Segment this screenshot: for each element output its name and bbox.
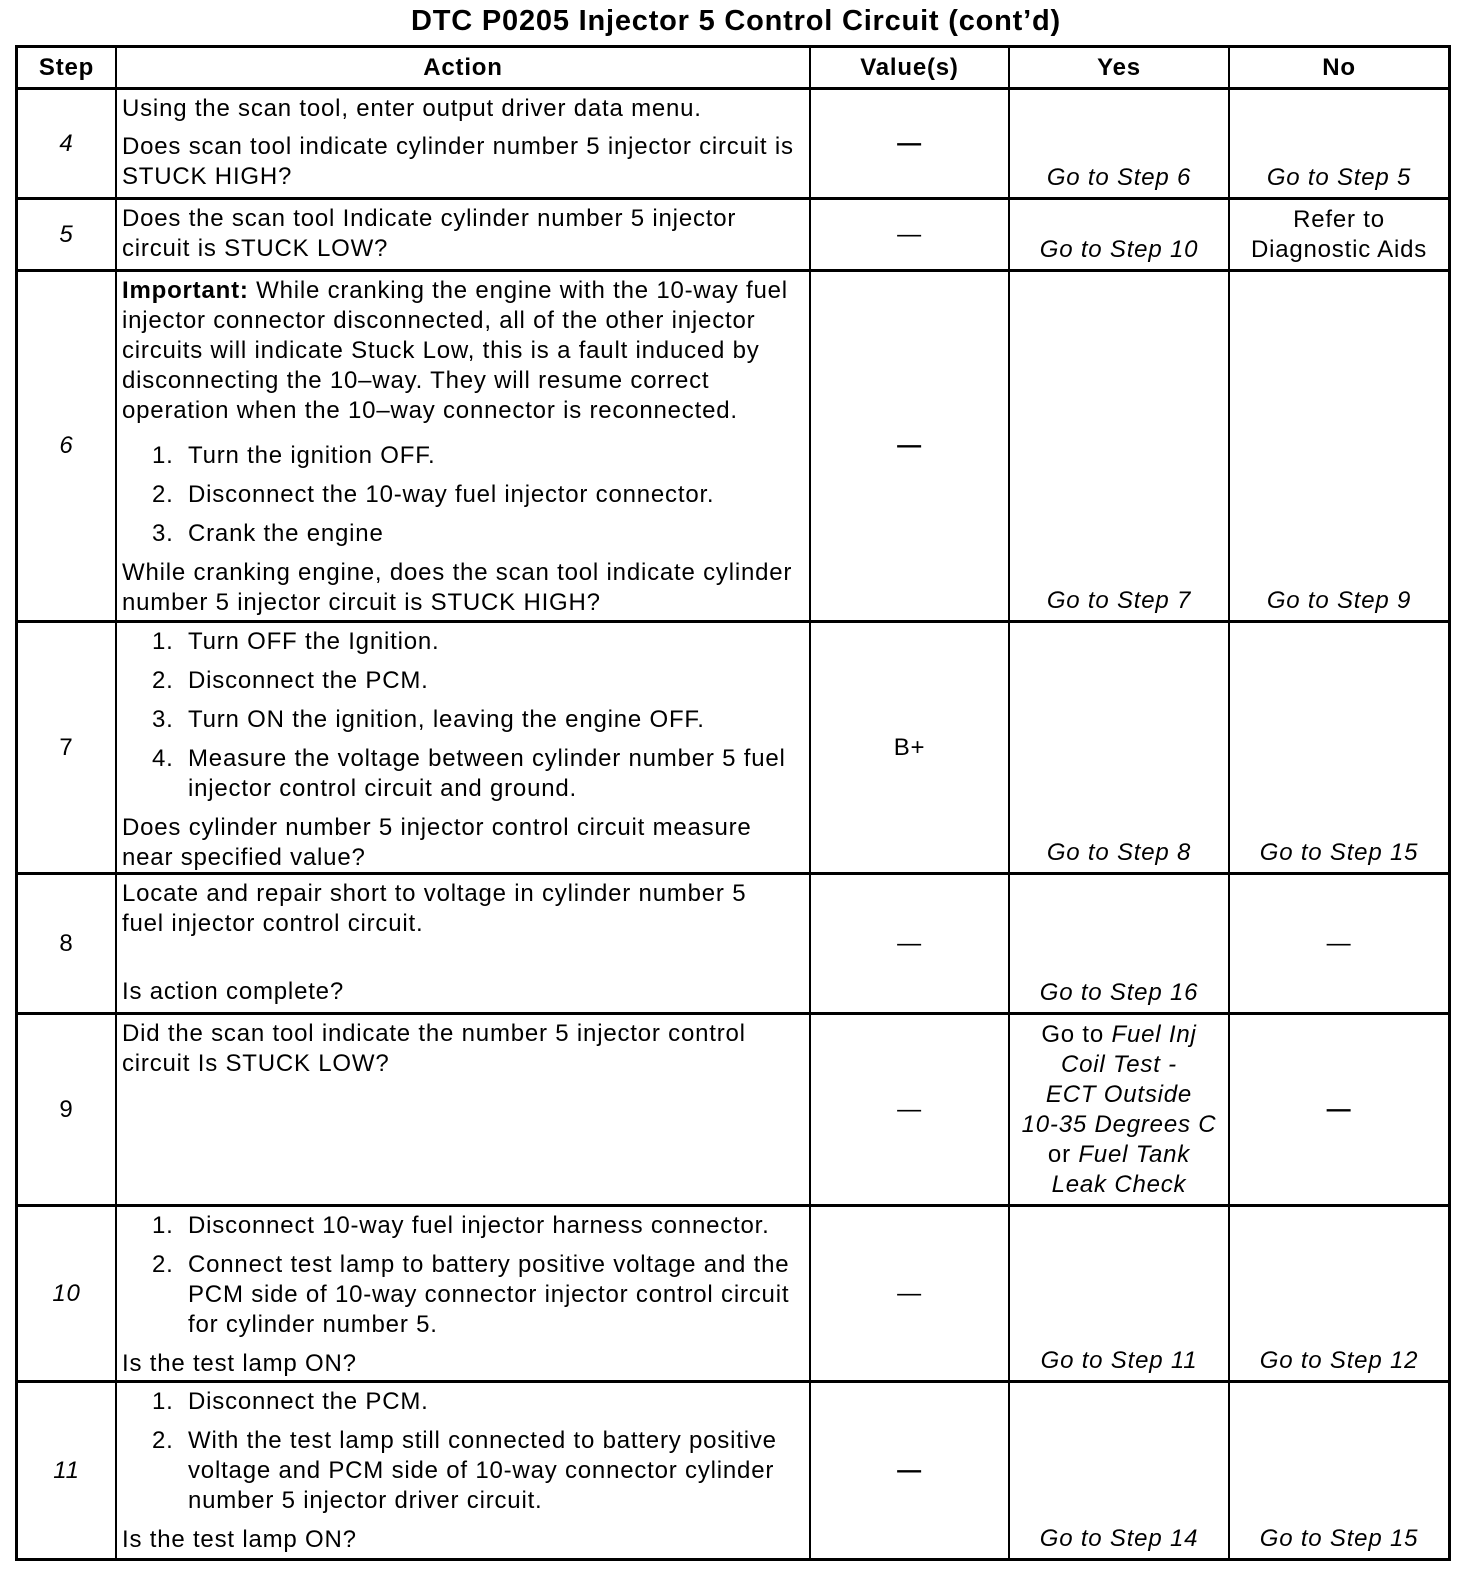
page-title: DTC P0205 Injector 5 Control Circuit (cont’d) [411,5,1061,37]
step-number: 6 [18,272,115,620]
list-item [122,1426,806,1516]
no-cell [1230,1207,1448,1380]
list-number: 1. [152,628,174,655]
yes-cell [1010,200,1228,269]
action-cell [117,272,809,620]
diagnostic-table [15,45,1451,1561]
action-instruction: Locate and repair short to voltage in cylinder number 5 fuel injector control circuit. [122,880,747,937]
header-values: Value(s) [811,48,1008,87]
list-text: With the test lamp still connected to battery positive voltage and PCM side of 10-way connector cylinder number 5 injector driver circuit. [188,1427,777,1514]
important-note [122,276,806,426]
value-cell: — [811,272,1008,620]
yes-result: Go to Step 16 [1039,979,1199,1006]
step-number: 5 [18,200,115,269]
action-question: Does scan tool indicate cylinder number 5 injector circuit is STUCK HIGH? [122,133,794,190]
step-list [122,441,806,558]
no-cell [1230,90,1448,197]
action-question: Is the test lamp ON? [122,1350,357,1377]
action-question: Does cylinder number 5 injector control circuit measure near specified value? [122,814,752,871]
yes-result [1022,1020,1217,1200]
no-result: Go to Step 5 [1266,164,1412,191]
action-cell [117,875,809,1012]
yes-reference-fuel-inj-coil-test: Fuel Inj Coil Test - ECT Outside 10-35 Degrees C [1021,1021,1217,1138]
no-cell [1230,623,1448,872]
header-step: Step [18,48,115,87]
action-cell [117,90,809,197]
step-list [122,627,806,813]
step-number: 11 [18,1383,115,1558]
yes-cell [1010,90,1228,197]
action-question: Did the scan tool indicate the number 5 injector control circuit Is STUCK LOW? [122,1020,746,1077]
list-text: Turn ON the ignition, leaving the engine OFF. [188,706,705,733]
list-text: Disconnect the PCM. [188,1388,429,1415]
list-number: 3. [152,520,174,547]
list-number: 1. [152,1388,174,1415]
action-question: While cranking engine, does the scan tool indicate cylinder number 5 injector circuit is STUCK HIGH? [122,559,793,616]
list-item [122,1211,806,1241]
action-instruction: Using the scan tool, enter output driver data menu. [122,95,702,122]
list-number: 3. [152,706,174,733]
no-result: Go to Step 9 [1266,587,1412,614]
list-text: Disconnect 10-way fuel injector harness connector. [188,1212,770,1239]
list-number: 2. [152,667,174,694]
yes-reference-fuel-tank-leak-check: Fuel Tank Leak Check [1051,1141,1191,1198]
value-cell: — [811,200,1008,269]
step-list [122,1387,806,1525]
yes-cell [1010,1015,1228,1204]
step-list [122,1211,806,1349]
yes-cell [1010,272,1228,620]
yes-prefix: Go to [1041,1021,1105,1048]
list-text: Disconnect the PCM. [188,667,429,694]
yes-result: Go to Step 11 [1040,1347,1198,1374]
value-cell: — [811,1383,1008,1558]
list-item [122,1250,806,1340]
action-question: Does the scan tool Indicate cylinder number 5 injector circuit is STUCK LOW? [122,205,737,262]
list-text: Measure the voltage between cylinder number 5 fuel injector control circuit and ground. [188,745,786,802]
no-result: Refer to Diagnostic Aids [1250,206,1428,263]
header-action: Action [117,48,809,87]
no-result: Go to Step 15 [1259,1525,1419,1552]
list-item [122,627,806,657]
step-number: 8 [18,875,115,1012]
list-number: 1. [152,1212,174,1239]
no-result: Go to Step 12 [1259,1347,1419,1374]
action-cell [117,623,809,872]
list-item [122,744,806,804]
list-text: Turn the ignition OFF. [188,442,436,469]
no-cell [1230,200,1448,269]
list-text: Connect test lamp to battery positive voltage and the PCM side of 10-way connector injector control circuit for cylinder number 5. [188,1251,790,1338]
yes-result: Go to Step 10 [1039,236,1199,263]
list-number: 2. [152,481,174,508]
step-number: 10 [18,1207,115,1380]
list-text: Turn OFF the Ignition. [188,628,440,655]
yes-cell [1010,1207,1228,1380]
list-item [122,705,806,735]
no-cell [1230,272,1448,620]
list-number: 1. [152,442,174,469]
yes-cell [1010,1383,1228,1558]
action-cell [117,1015,809,1204]
list-item [122,480,806,510]
value-cell: — [811,1207,1008,1380]
no-cell: — [1230,875,1448,1012]
value-cell: — [811,875,1008,1012]
action-cell [117,200,809,269]
list-item [122,1387,806,1417]
yes-cell [1010,623,1228,872]
important-label: Important: [122,277,249,304]
action-cell [117,1207,809,1380]
yes-result: Go to Step 7 [1046,587,1192,614]
step-number: 7 [18,623,115,872]
yes-joiner: or [1047,1141,1071,1168]
list-number: 2. [152,1427,174,1454]
action-question: Is the test lamp ON? [122,1526,357,1553]
list-item [122,666,806,696]
list-text: Crank the engine [188,520,384,547]
list-number: 2. [152,1251,174,1278]
yes-result: Go to Step 8 [1046,839,1192,866]
no-result: Go to Step 15 [1259,839,1419,866]
list-text: Disconnect the 10-way fuel injector connector. [188,481,715,508]
no-cell: — [1230,1015,1448,1204]
header-no: No [1230,48,1448,87]
value-cell: — [811,1015,1008,1204]
list-item [122,441,806,471]
value-cell: — [811,90,1008,197]
yes-cell [1010,875,1228,1012]
no-cell [1230,1383,1448,1558]
list-number: 4. [152,745,174,772]
action-cell [117,1383,809,1558]
step-number: 9 [18,1015,115,1204]
header-yes: Yes [1010,48,1228,87]
step-number: 4 [18,90,115,197]
value-cell: B+ [811,623,1008,872]
important-text: While cranking the engine with the 10-way fuel injector connector disconnected, all of the other injector circuits will indicate Stuck Low, this is a fault induced by disconnecting the 10–way. They will resume correct operation when the 10–way connector is reconnected. [122,277,788,424]
list-item [122,519,806,549]
action-question: Is action complete? [122,978,344,1005]
yes-result: Go to Step 6 [1046,164,1192,191]
yes-result: Go to Step 14 [1039,1525,1199,1552]
